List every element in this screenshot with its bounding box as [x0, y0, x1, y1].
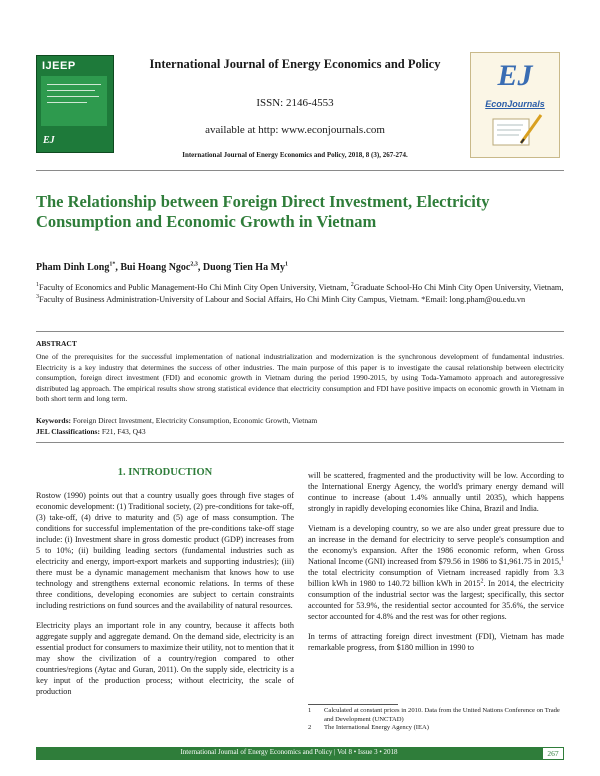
abstract-text: One of the prerequisites for the successful implementation of national industrialization and modernization is the synchronous development of fundamental industries. Electricity is a key industry that determines the success of other industries. The main purpose of this paper is to investigate the causal relationship between electricity consumption, foreign direct investment (FDI) and economic growth in Vietnam during the period 1990-2015, by using Toda-Yamamoto approach and autoregressive distributed lag approach. The empirical results show strong statistical evidence that electricity consumption and FDI have positive impacts on economic growth in Vietnam in both short term and long term.: [36, 352, 564, 403]
issn: ISSN: 2146-4553: [256, 97, 334, 109]
abstract-heading: ABSTRACT: [36, 339, 77, 348]
author-3-sup: 1: [285, 261, 289, 268]
paragraph: In terms of attracting foreign direct investment (FDI), Vietnam has made remarkable progress, from $180 million in 1990 to: [308, 632, 564, 652]
left-column: [36, 490, 294, 706]
jel-classifications: JEL Classifications: F21, F43, Q43: [36, 427, 146, 436]
paragraph: will be scattered, fragmented and the productivity will be low. According to the International Energy Agency, the world's primary energy demand will continue to increase (about 1.4% annually until 2035), which happens strongly in rapidly developing economies like China, Brazil and India.: [308, 471, 564, 513]
header-rule: [36, 170, 564, 171]
econjournals-logo-icon: [470, 52, 560, 158]
author-2-sup: 2,3: [190, 261, 198, 268]
cover-label: IJEEP: [42, 60, 76, 72]
right-column: [308, 470, 564, 662]
paragraph: Vietnam is a developing country, so we are also under great pressure due to an increase in the demand for electricity to serve people's consumption and the economy's expansion. After the 1986 economic reform, when Gross National Income (GNI) increased from $79.56 in 1986 to $1,961.75 in 2015,$^1$ the total electricity consumption of Vietnam increased rapidly from 3.3 billion kWh in 1980 to 140.72 billion kWh in 2015$^2$. In 2014, the electricity consumption of the industrial sector was the largest; specifically, this sector accounted for 53.9%, the residential sector accounted for 35.6%, the service sector accounted for 4.8% and the rest was for other regions.: [308, 524, 564, 621]
pen-paper-icon: [471, 53, 559, 157]
journal-title: International Journal of Energy Economics and Policy: [149, 57, 441, 71]
paragraph: Rostow (1990) points out that a country usually goes through five stages of economic development: (1) Traditional society, (2) pre-conditions for take-off, (3) take-off, (4) drive to maturity and (5) age of mass consumption. The conditions for successful implementation of the pre-conditions take-off stage include: (i) Investment share in gross domestic product (GDP) increases from 5 to 10%; (ii) building leading sectors (fundamental industries such as electricity and energy, import-export markets and supporting industries); (iii) there must be a dynamic management mechanism that knows how to use technology and strengthens external economic relations. In terms of these three conditions, developing economies are subject to certain constraints including restrictions on fund sources and the availability of natural resources.: [36, 491, 294, 610]
logo-name: EconJournals: [485, 99, 545, 109]
cover-panel: [41, 76, 107, 126]
citation: International Journal of Energy Economics and Policy, 2018, 8 (3), 267-274.: [182, 151, 408, 159]
paragraph: Electricity plays an important role in any country, because it affects both aggregate supply and aggregate demand. On the demand side, electricity is an essential product for consumers to maximize their utility, not to mention that it may show the civilization of a country/region compared to other countries/regions (Aytac and Guran, 2011). On the supply side, electricity is a key input of the production process; without electricity, the scale of production: [36, 621, 294, 696]
affiliations: $^1$Faculty of Economics and Public Management-Ho Chi Minh City Open University, Vietnam, $^2$Graduate School-Ho Chi Minh City Open University, Vietnam, $^3$Faculty of Business Administration-University of Labour and Social Affairs, Ho Chi Minh City Campus, Vietnam. *Email: long.pham@ou.edu.vn: [36, 282, 564, 304]
keywords: Keywords: Foreign Direct Investment, Electricity Consumption, Economic Growth, Vietnam: [36, 416, 318, 425]
abstract-rule-top: [36, 331, 564, 332]
footer-text: International Journal of Energy Economics and Policy | Vol 8 • Issue 3 • 2018: [180, 748, 398, 756]
available-at-link[interactable]: available at http: www.econjournals.com: [205, 124, 385, 136]
section-heading: 1. INTRODUCTION: [117, 467, 213, 478]
page-number: 267: [542, 747, 564, 760]
journal-cover-icon: [36, 55, 114, 153]
footnote: 2 The International Energy Agency (IEA): [308, 724, 429, 731]
cover-mark: EJ: [43, 135, 55, 146]
authors: Pham Dinh Long$^{1*}$, Bui Hoang Ngoc$^{2,3}$, Duong Tien Ha My$^1$: [36, 261, 289, 273]
footer-bar: [36, 747, 564, 760]
author-3: Duong Tien Ha My: [202, 262, 286, 273]
footnote-ref[interactable]: 2: [480, 578, 484, 585]
author-2: Bui Hoang Ngoc: [120, 262, 191, 273]
footnote-rule: [308, 704, 398, 705]
logo-mark: EJ: [497, 59, 533, 92]
paper-title: The Relationship between Foreign Direct Investment, Electricity Consumption and Economic Growth in Vietnam: [36, 192, 490, 231]
author-1-sup: 1*: [109, 261, 116, 268]
footnote: 1 Calculated at constant prices in 2010. Data from the United Nations Conference on Trade and Development (UNCTAD): [308, 707, 560, 723]
footnotes: [308, 707, 564, 733]
footnote-ref[interactable]: 1: [561, 556, 564, 563]
abstract-rule-bottom: [36, 442, 564, 443]
author-1: Pham Dinh Long: [36, 262, 110, 273]
